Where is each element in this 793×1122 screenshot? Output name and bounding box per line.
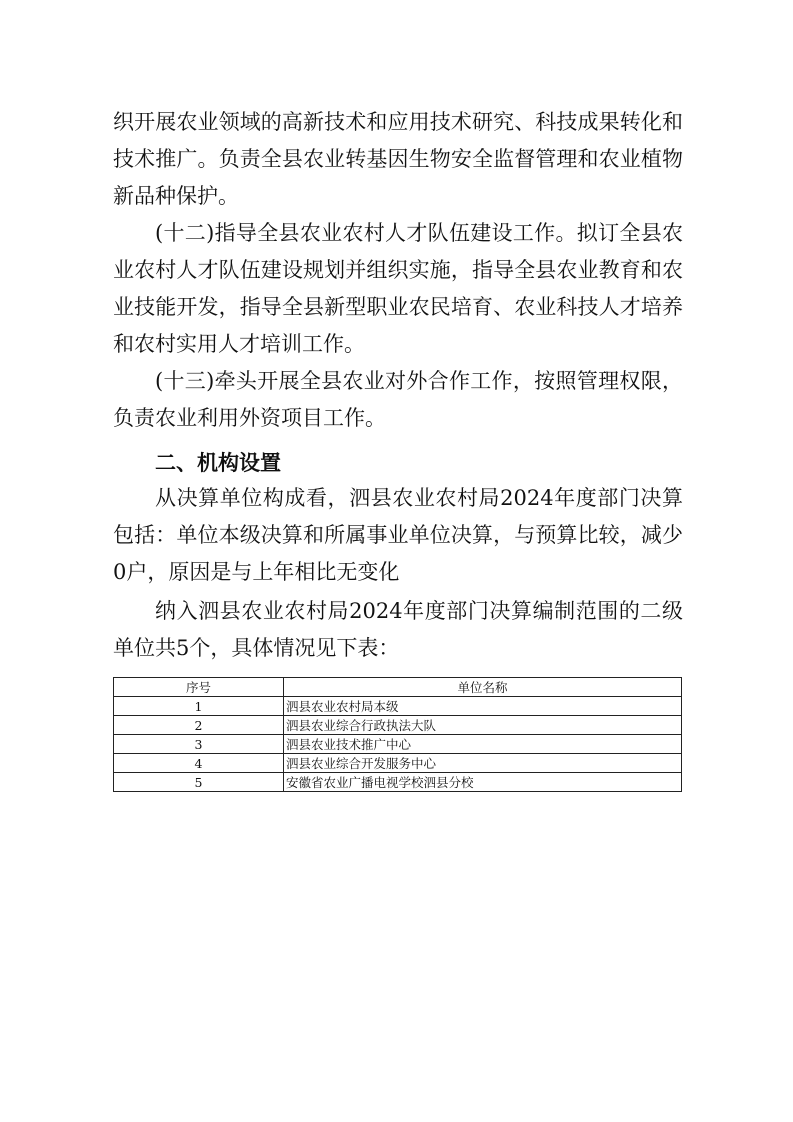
table-header-row [114,678,682,697]
section-heading: 二、机构设置 [155,451,281,475]
cell-seq: 1 [114,697,284,716]
table-row [114,773,682,792]
cell-name: 安徽省农业广播电视学校泗县分校 [284,773,682,792]
header-seq: 序号 [114,678,284,697]
paragraph-scope: 纳入泗县农业农村局2024年度部门决算编制范围的二级单位共5个，具体情况见下表： [113,599,683,660]
paragraph-continued: 织开展农业领域的高新技术和应用技术研究、科技成果转化和技术推广。负责全县农业转基因生物安全监督管理和农业植物新品种保护。 [113,110,683,208]
cell-seq: 3 [114,735,284,754]
table-row [114,735,682,754]
paragraph-item-13: (十三)牵头开展全县农业对外合作工作，按照管理权限，负责农业利用外资项目工作。 [113,369,683,430]
cell-seq: 2 [114,716,284,735]
cell-name: 泗县农业技术推广中心 [284,735,682,754]
cell-name: 泗县农业农村局本级 [284,697,682,716]
paragraph-composition: 从决算单位构成看，泗县农业农村局2024年度部门决算包括：单位本级决算和所属事业单位决算，与预算比较，减少0户，原因是与上年相比无变化 [113,486,683,584]
table-row [114,754,682,773]
table-row [114,697,682,716]
table-row [114,716,682,735]
cell-seq: 4 [114,754,284,773]
unit-table [113,677,682,792]
cell-name: 泗县农业综合行政执法大队 [284,716,682,735]
header-name: 单位名称 [284,678,682,697]
cell-name: 泗县农业综合开发服务中心 [284,754,682,773]
paragraph-item-12: (十二)指导全县农业农村人才队伍建设工作。拟订全县农业农村人才队伍建设规划并组织实施，指导全县农业教育和农业技能开发，指导全县新型职业农民培育、农业科技人才培养和农村实用人才培训工作。 [113,221,683,356]
cell-seq: 5 [114,773,284,792]
